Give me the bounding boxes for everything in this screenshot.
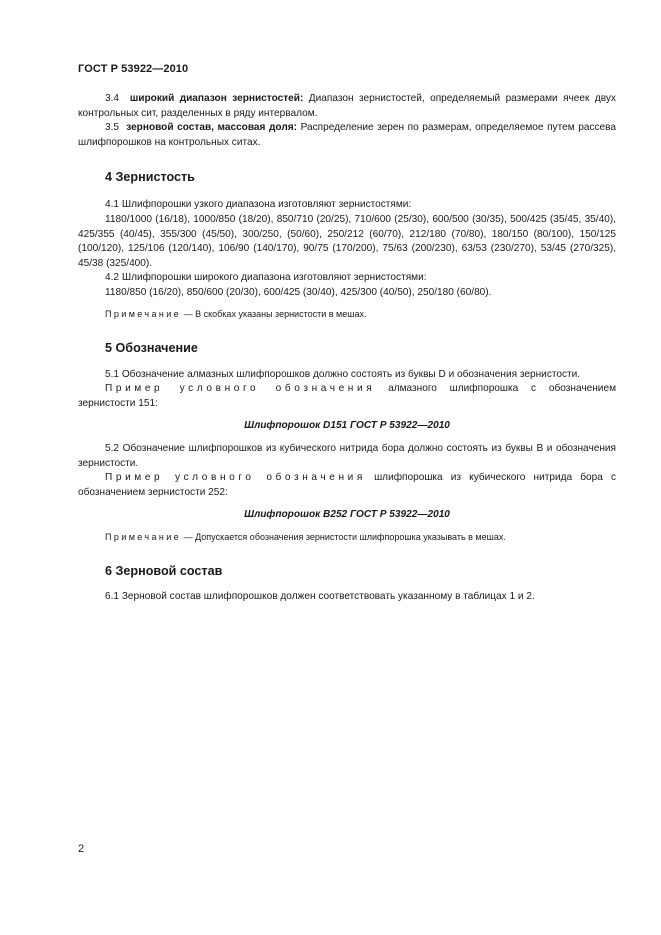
example-text: алмазного шлифпорошка с обозначением зернистости 151: [78, 383, 617, 409]
paragraph-6-1: 6.1 Зерновой состав шлифпорошков должен соответствовать указанному в таблицах 1 и 2. [105, 590, 535, 602]
note-4 [78, 308, 616, 320]
document-header: ГОСТ Р 53922—2010 [78, 63, 189, 75]
note-label: Примечание [105, 531, 182, 542]
note-text: — Допускается обозначения зернистости шлифпорошка указывать в мешах. [181, 531, 506, 542]
paragraph-number: 3.5 [105, 122, 120, 134]
definition: Диапазон зернистостей, определяемый размерами ячеек двух контрольных сит, разделенных в ряду интервалом. [78, 93, 616, 119]
paragraph-4-2: 4.2 Шлифпорошки широкого диапазона изготовляют зернистостями: [105, 272, 427, 284]
paragraph-5-1: 5.1 Обозначение алмазных шлифпорошков должно состоять из буквы D и обозначения зернистости. [105, 368, 581, 380]
definition: Распределение зерен по размерам, определяемое путем рассева шлифпорошков на контрольных ситах. [78, 122, 617, 148]
paragraph-3-5 [78, 121, 616, 150]
paragraph-4-1: 4.1 Шлифпорошки узкого диапазона изготовляют зернистостями: [105, 199, 412, 211]
example-label: Пример условного обозначения [105, 383, 376, 395]
section-title-4: 4 Зернистость [105, 170, 195, 185]
note-5 [78, 531, 616, 543]
page-number: 2 [78, 843, 85, 855]
example-text: шлифпорошка из кубического нитрида бора с обозначением зернистости 252: [78, 472, 617, 498]
section-title-5: 5 Обозначение [105, 340, 198, 355]
example-2 [78, 471, 616, 500]
paragraph-3-4 [78, 92, 616, 121]
note-text: — В скобках указаны зернистости в мешах. [181, 308, 367, 319]
note-label: Примечание [105, 308, 182, 319]
grit-list-wide: 1180/850 (16/20), 850/600 (20/30), 600/425 (30/40), 425/300 (40/50), 250/180 (60/80). [105, 286, 492, 298]
designation-formula-1: Шлифпорошок D151 ГОСТ Р 53922—2010 [244, 420, 450, 432]
term: зерновой состав, массовая доля: [126, 122, 297, 134]
paragraph-number: 3.4 [105, 93, 120, 104]
paragraph-5-2: 5.2 Обозначение шлифпорошков из кубического нитрида бора должно состоять из буквы В и обозначения зернистости. [78, 442, 616, 469]
section-title-6: 6 Зерновой состав [105, 563, 223, 578]
document-body [78, 92, 616, 604]
example-1 [78, 382, 616, 411]
example-label: Пример условного обозначения [105, 472, 366, 484]
designation-formula-2: Шлифпорошок В252 ГОСТ Р 53922—2010 [244, 509, 450, 521]
grit-list-narrow: 1180/1000 (16/18), 1000/850 (18/20), 850/710 (20/25), 710/600 (25/30), 600/500 (30/35), 500/425 (35/45, 35/40), 425/355 (40/45), 355/300 (45/50), 300/250, (50/60), 250/212 (60/70), 212/180 (70/80), 180/150 (80/100), 150/125 (100/120), 125/106 (120/140), 106/90 (140/170), 90/75 (170/200), 75/63 (200/230), 63/53 (230/270), 53/45 (270/325), 45/38 (325/400). [78, 213, 616, 269]
term: широкий диапазон зернистостей: [129, 93, 304, 104]
